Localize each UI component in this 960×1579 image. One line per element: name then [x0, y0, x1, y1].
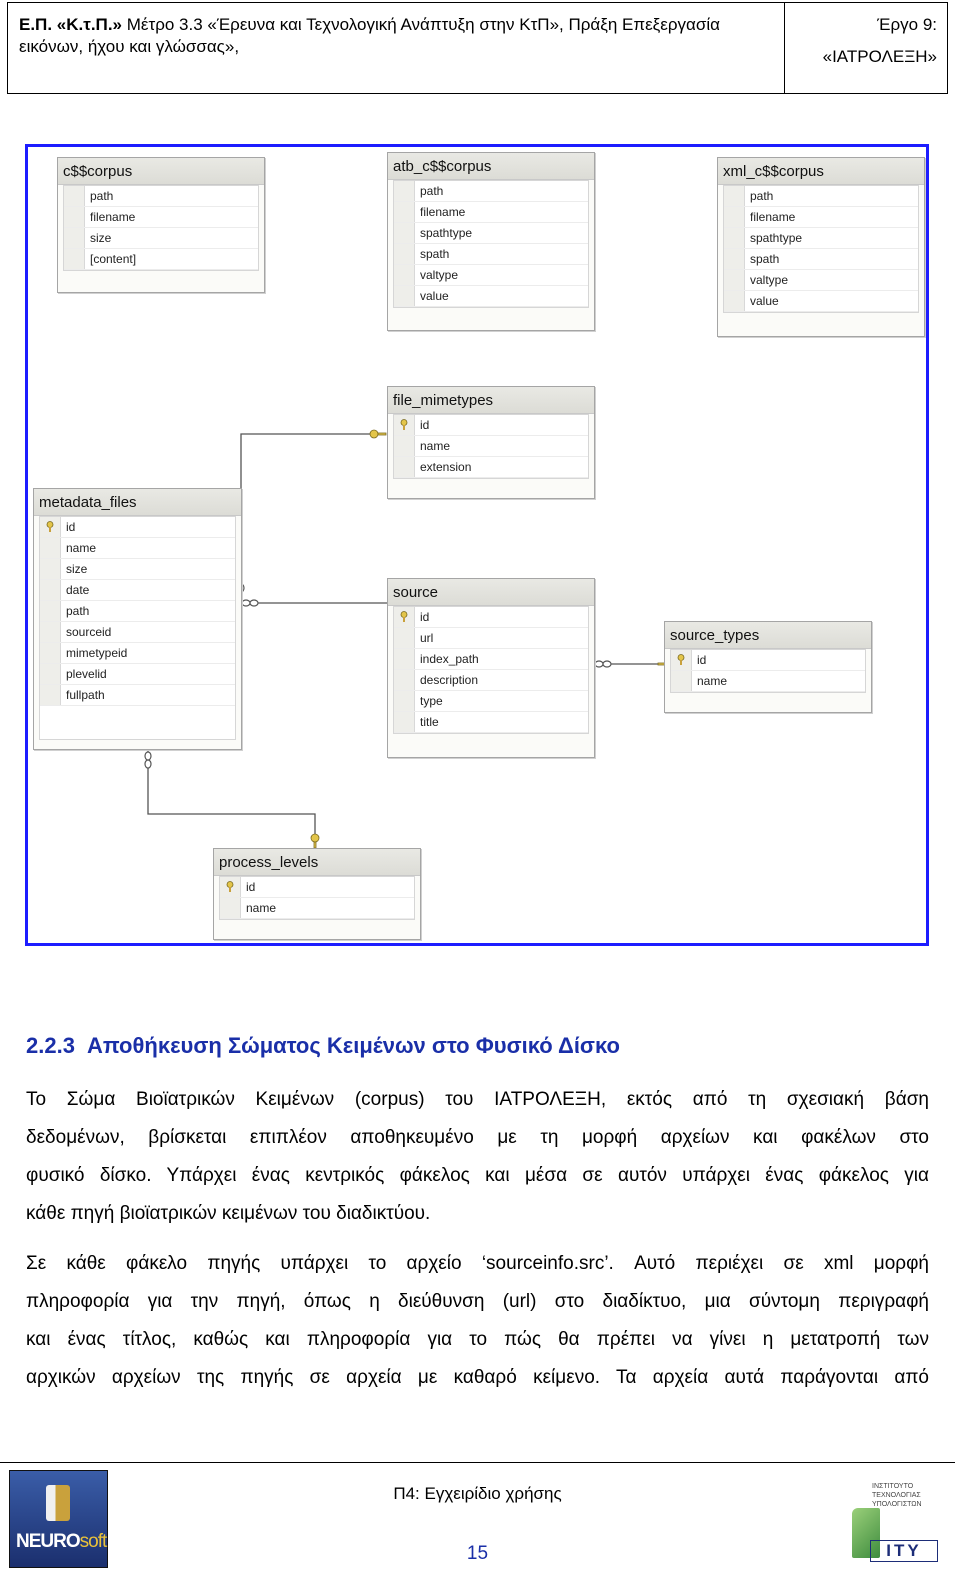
field-name: path	[420, 184, 444, 198]
field-name: name	[420, 439, 451, 453]
text-line: αρχικών αρχείων της πηγής σε αρχεία με καθαρό κείμενο. Τα αρχεία αυτά παράγονται από	[26, 1367, 929, 1388]
field-row	[64, 207, 258, 228]
field-row	[40, 664, 235, 685]
field-name: name	[66, 541, 97, 555]
field-name: filename	[750, 210, 796, 224]
field-row	[40, 517, 235, 538]
header-project-info	[785, 3, 947, 93]
field-row	[724, 270, 918, 291]
field-row	[724, 228, 918, 249]
field-row	[394, 670, 588, 691]
table-file-mimetypes	[387, 386, 595, 499]
field-row	[394, 436, 588, 457]
text-line: Το Σώμα Βιοϊατρικών Κειμένων (corpus) του ΙΑΤΡΟΛΕΞΗ, εκτός από τη σχεσιακή βάση	[26, 1089, 929, 1110]
table-process-levels	[213, 848, 421, 940]
field-row	[394, 628, 588, 649]
field-name: id	[246, 880, 256, 894]
field-name: id	[697, 653, 707, 667]
table-source-types	[664, 621, 872, 713]
primary-key-icon	[46, 521, 54, 533]
paragraph-2	[26, 1245, 929, 1397]
field-row	[394, 286, 588, 307]
table-title: source	[388, 579, 594, 606]
field-row	[724, 291, 918, 312]
field-name: description	[420, 673, 479, 687]
footer-doc-title: Π4: Εγχειρίδιο χρήσης	[393, 1484, 562, 1503]
table-atb-corpus	[387, 152, 595, 331]
text-line: κάθε πηγή βιοϊατρικών κειμένων του διαδικτύου.	[26, 1203, 431, 1224]
table-title: process_levels	[214, 849, 420, 876]
field-row	[724, 249, 918, 270]
primary-key-icon	[400, 611, 408, 623]
field-row	[724, 207, 918, 228]
primary-key-icon	[677, 654, 685, 666]
field-row	[394, 712, 588, 733]
field-name: name	[697, 674, 728, 688]
field-row	[40, 580, 235, 601]
text-line: Σε κάθε φάκελο πηγής υπάρχει το αρχείο ‘sourceinfo.src’. Αυτό περιέχει σε xml μορφή	[26, 1253, 929, 1274]
field-name: value	[420, 289, 449, 303]
field-row	[671, 650, 865, 671]
field-name: valtype	[750, 273, 789, 287]
field-name: date	[66, 583, 90, 597]
field-name: spathtype	[420, 226, 473, 240]
text-line: δεδομένων, βρίσκεται επιπλέον αποθηκευμένο με τη μορφή αρχείων και φακέλων στο	[26, 1127, 929, 1148]
field-name: mimetypeid	[66, 646, 128, 660]
field-name: filename	[90, 210, 136, 224]
table-title: atb_c$$corpus	[388, 153, 594, 180]
table-source	[387, 578, 595, 758]
page-header	[7, 2, 948, 94]
field-name: spath	[420, 247, 450, 261]
field-row	[724, 186, 918, 207]
field-row	[40, 601, 235, 622]
section-title: Αποθήκευση Σώματος Κειμένων στο Φυσικό Δίσκο	[86, 1033, 620, 1058]
field-name: spath	[750, 252, 780, 266]
field-row	[40, 622, 235, 643]
field-row	[394, 265, 588, 286]
primary-key-icon	[226, 881, 234, 893]
field-row	[394, 649, 588, 670]
field-name: path	[750, 189, 774, 203]
field-row	[220, 898, 414, 919]
section-number: 2.2.3	[26, 1033, 75, 1058]
field-row	[64, 249, 258, 270]
field-row	[394, 457, 588, 478]
field-name: id	[420, 610, 430, 624]
field-row	[220, 877, 414, 898]
text-line: πληροφορία για την πηγή, όπως η διεύθυνση (url) στο διαδίκτυο, μια σύντομη περιγραφή	[26, 1291, 929, 1312]
field-row	[394, 415, 588, 436]
field-name: fullpath	[66, 688, 105, 702]
field-name: valtype	[420, 268, 459, 282]
field-name: path	[66, 604, 90, 618]
header-measure: Μέτρο 3.3 «Έρευνα και Τεχνολογική Ανάπτυξη στην ΚτΠ», Πράξη Επεξεργασία	[122, 15, 720, 34]
logo-text-b: soft	[79, 1531, 107, 1552]
field-row	[394, 244, 588, 265]
field-name: index_path	[420, 652, 479, 666]
header-program-info	[8, 3, 785, 93]
field-name: size	[66, 562, 88, 576]
logo-text-a: NEURO	[16, 1531, 80, 1552]
field-name: filename	[420, 205, 466, 219]
field-name: [content]	[90, 252, 137, 266]
field-name: path	[90, 189, 114, 203]
ity-logo	[848, 1474, 941, 1566]
text-line: φυσικό δίσκο. Υπάρχει ένας κεντρικός φάκελος και μέσα σε αυτόν υπάρχει ένας φάκελος για	[26, 1165, 929, 1186]
table-title: c$$corpus	[58, 158, 264, 185]
field-row	[394, 691, 588, 712]
table-c-corpus	[57, 157, 265, 293]
field-row	[40, 559, 235, 580]
table-xml-corpus	[717, 157, 925, 337]
table-title: xml_c$$corpus	[718, 158, 924, 185]
database-diagram	[25, 144, 929, 946]
table-title: metadata_files	[34, 489, 241, 516]
logo-institute-name: ΙΝΣΤΙΤΟΥΤΟ ΤΕΧΝΟΛΟΓΙΑΣ ΥΠΟΛΟΓΙΣΤΩΝ	[872, 1483, 922, 1508]
field-name: type	[420, 694, 443, 708]
field-name: plevelid	[66, 667, 107, 681]
field-row	[64, 228, 258, 249]
field-name: sourceid	[66, 625, 112, 639]
logo-acronym: ΙΤΥ	[870, 1540, 938, 1562]
field-name: title	[420, 715, 439, 729]
field-row	[40, 643, 235, 664]
field-row	[671, 671, 865, 692]
field-row	[40, 538, 235, 559]
paragraph-1	[26, 1081, 929, 1233]
primary-key-icon	[400, 419, 408, 431]
text-line: και ένας τίτλος, καθώς και πληροφορία για το πώς θα πρέπει να γίνει η μετατροπή των	[26, 1329, 929, 1350]
footer-divider	[0, 1462, 955, 1463]
table-title: source_types	[665, 622, 871, 649]
field-name: name	[246, 901, 277, 915]
field-row	[394, 202, 588, 223]
header-project-label: Έργο 9:	[877, 15, 937, 34]
field-row	[40, 685, 235, 706]
field-name: size	[90, 231, 112, 245]
field-row	[394, 181, 588, 202]
field-name: spathtype	[750, 231, 803, 245]
field-name: url	[420, 631, 434, 645]
field-name: id	[66, 520, 76, 534]
field-row	[394, 223, 588, 244]
header-project-name: «ΙΑΤΡΟΛΕΞΗ»	[822, 47, 937, 66]
table-title: file_mimetypes	[388, 387, 594, 414]
section-heading	[26, 1033, 620, 1059]
field-row	[394, 607, 588, 628]
header-program: Ε.Π. «Κ.τ.Π.»	[19, 15, 123, 34]
field-row	[64, 186, 258, 207]
field-name: id	[420, 418, 430, 432]
page-number: 15	[466, 1543, 489, 1564]
header-measure-cont: εικόνων, ήχου και γλώσσας»,	[19, 37, 240, 56]
field-name: extension	[420, 460, 472, 474]
field-name: value	[750, 294, 779, 308]
table-metadata-files	[33, 488, 242, 750]
